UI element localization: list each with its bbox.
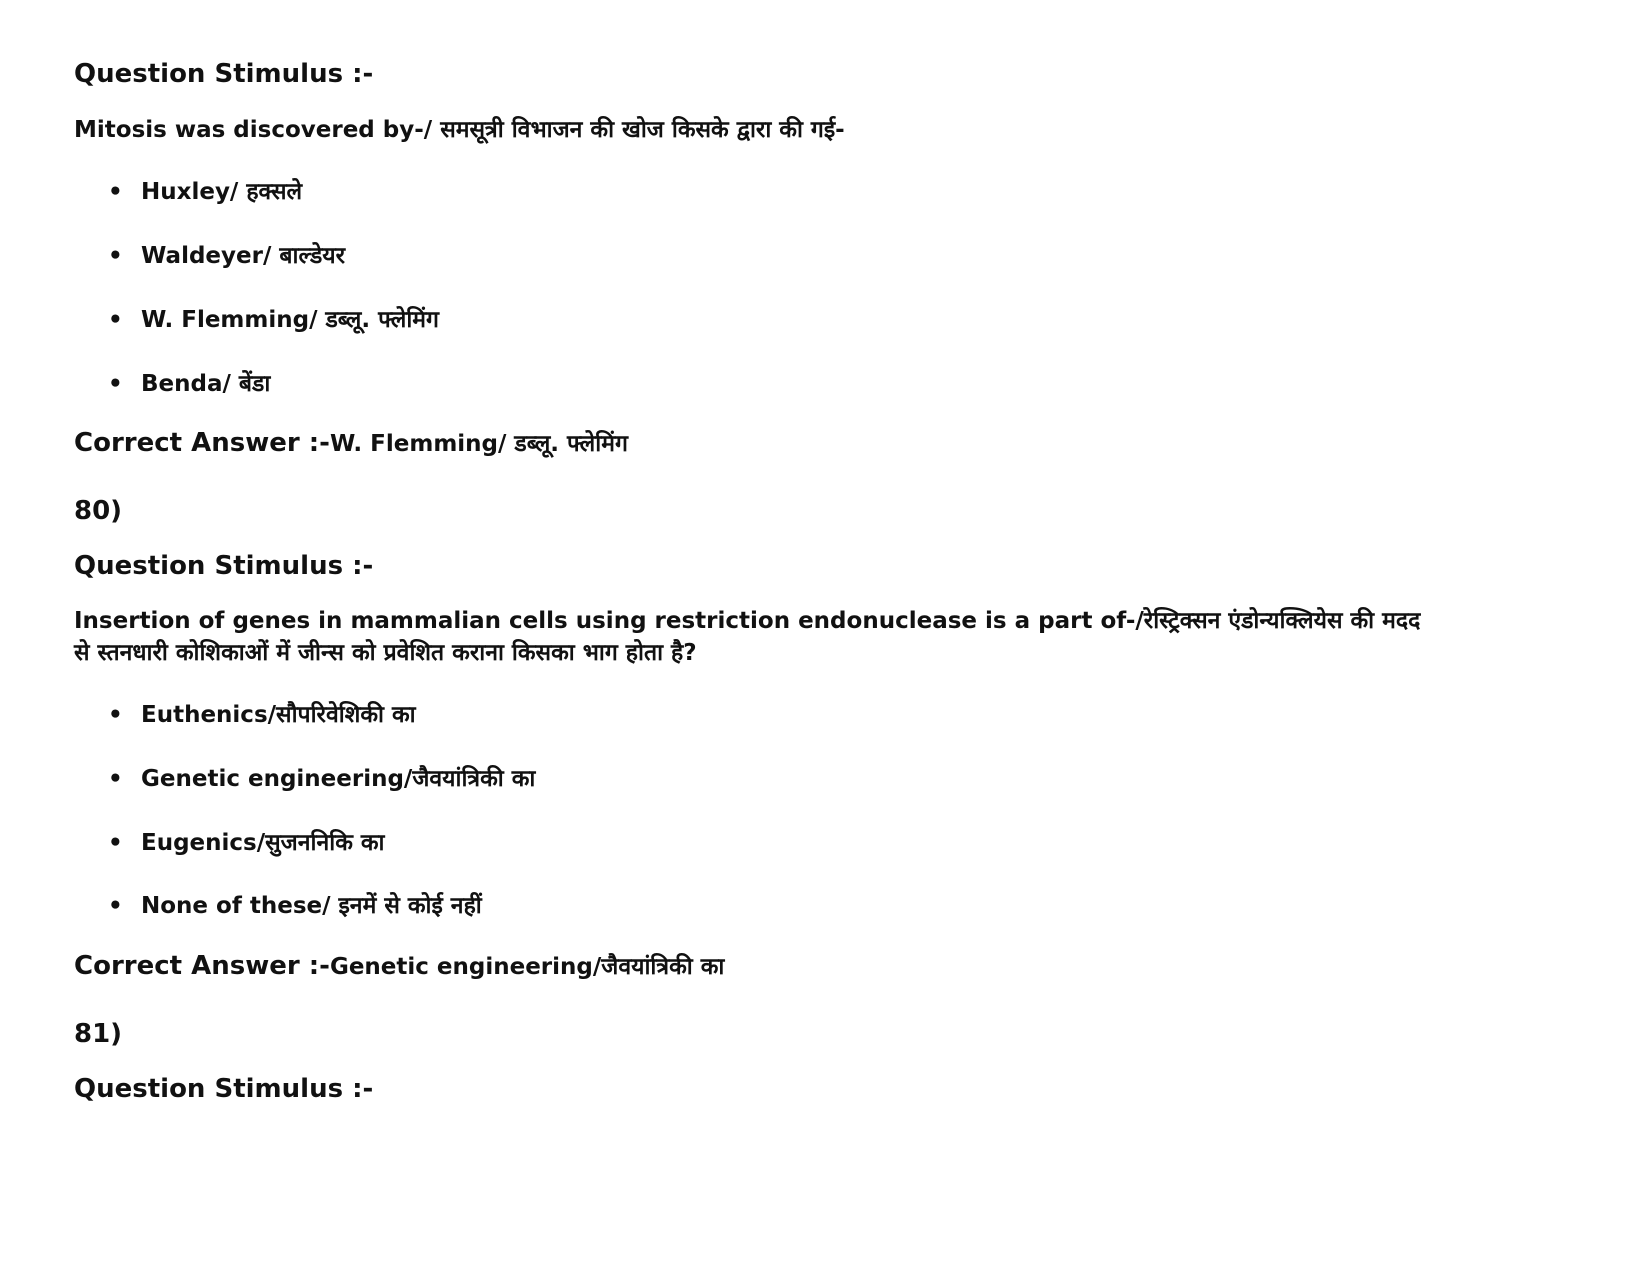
question-79-stimulus [74,114,845,146]
question-number: 81) [74,1019,123,1049]
question-stimulus-heading: Question Stimulus :- [74,59,374,89]
option-text: Benda/ बेंडा [141,371,271,397]
question-80-options [74,699,416,731]
question-stimulus-text: Mitosis was discovered by-/ समसूत्री विभाजन की खोज किसके द्वारा की गई- [74,117,845,143]
question-number: 80) [74,496,123,526]
question-79-options [74,240,345,272]
question-80-answer [74,949,724,984]
correct-answer-value: W. Flemming/ डब्लू. फ्लेमिंग [329,431,628,457]
question-stimulus-text-line2: से स्तनधारी कोशिकाओं में जीन्स को प्रवेशित कराना किसका भाग होता है? [74,640,697,666]
question-79-heading [74,56,373,92]
option-text: Waldeyer/ बाल्डेयर [141,243,346,269]
option-text: None of these/ इनमें से कोई नहीं [141,893,482,919]
question-80-options [74,763,535,795]
option-item [74,368,270,400]
option-item [74,827,384,859]
bullet-icon: • [108,307,123,333]
bullet-icon: • [108,893,123,919]
question-79-options [74,304,439,336]
question-81-number [74,1016,122,1052]
option-item [74,176,302,208]
correct-answer-value: Genetic engineering/जैवयांत्रिकी का [329,954,725,980]
correct-answer-label: Correct Answer :- [74,951,330,981]
correct-answer [74,426,628,461]
question-stimulus-heading: Question Stimulus :- [74,1074,374,1104]
question-79-answer [74,426,628,461]
correct-answer [74,949,724,984]
question-80-heading [74,548,373,584]
bullet-icon: • [108,371,123,397]
option-item [74,890,482,922]
question-80-number [74,493,122,529]
option-text: Huxley/ हक्सले [141,179,303,205]
bullet-icon: • [108,830,123,856]
option-item [74,699,416,731]
option-text: Euthenics/सौपरिवेशिकी का [141,702,416,728]
question-81-heading [74,1071,373,1107]
question-stimulus-heading: Question Stimulus :- [74,551,374,581]
question-80-options [74,890,482,922]
question-80-stimulus [74,605,1420,669]
option-item [74,763,535,795]
option-item [74,304,439,336]
option-text: Genetic engineering/जैवयांत्रिकी का [141,766,536,792]
option-text: Eugenics/सुजननिकि का [141,830,385,856]
bullet-icon: • [108,702,123,728]
question-80-options [74,827,384,859]
question-79-options [74,368,270,400]
question-stimulus-text-line1: Insertion of genes in mammalian cells using restriction endonuclease is a part of-/रेस्ट्रिक्सन एंडोन्यक्लियेस की मदद [74,608,1421,634]
option-item [74,240,345,272]
bullet-icon: • [108,179,123,205]
bullet-icon: • [108,243,123,269]
question-79-options [74,176,302,208]
bullet-icon: • [108,766,123,792]
option-text: W. Flemming/ डब्लू. फ्लेमिंग [141,307,439,333]
correct-answer-label: Correct Answer :- [74,428,330,458]
